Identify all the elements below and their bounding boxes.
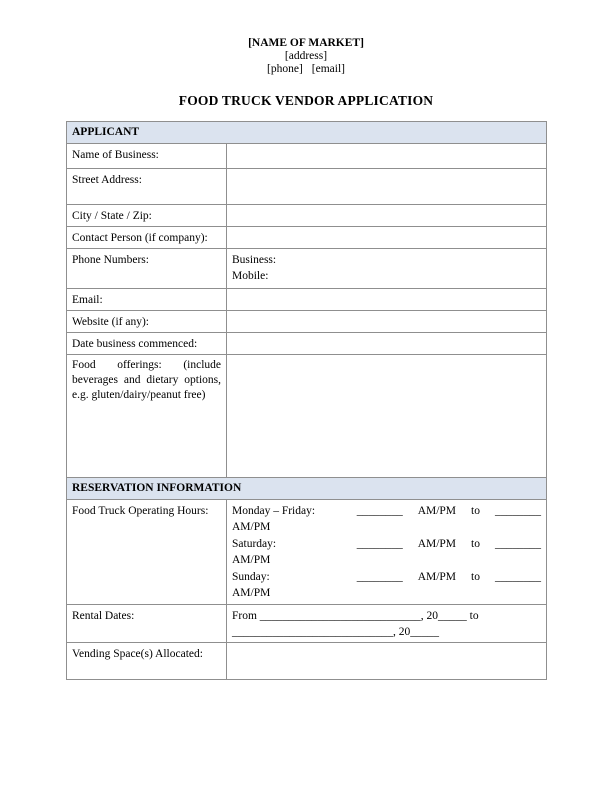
row-operating-hours [67, 500, 547, 605]
city-state-zip-label: City / State / Zip: [67, 205, 227, 227]
row-website [67, 311, 547, 333]
close-time-blank[interactable]: ________ [495, 505, 541, 517]
vending-spaces-field[interactable] [227, 643, 547, 680]
operating-hours-label: Food Truck Operating Hours: [67, 500, 227, 605]
email-label: Email: [67, 289, 227, 311]
date-commenced-field[interactable] [227, 333, 547, 355]
open-time-blank[interactable]: ________ [356, 538, 403, 550]
ampm-label: AM/PM [232, 554, 271, 566]
food-offerings-label: Food offerings: (include beverages and dietary options, e.g. gluten/dairy/peanut free) [67, 355, 227, 478]
website-field[interactable] [227, 311, 547, 333]
open-time-blank[interactable]: ________ [356, 571, 403, 583]
row-food-offerings [67, 355, 547, 478]
street-address-field[interactable] [227, 169, 547, 205]
phone-numbers-label: Phone Numbers: [67, 249, 227, 289]
open-time-blank[interactable]: ________ [356, 505, 403, 517]
ampm-label: AM/PM [417, 538, 457, 550]
name-of-business-field[interactable] [227, 144, 547, 169]
section-header-applicant [67, 122, 547, 144]
street-address-label: Street Address: [67, 169, 227, 205]
to-label: to [471, 571, 480, 583]
applicant-section-heading: APPLICANT [67, 122, 547, 144]
hours-monday-friday [232, 503, 541, 535]
row-rental-dates [67, 605, 547, 643]
city-state-zip-field[interactable] [227, 205, 547, 227]
business-phone-sublabel[interactable]: Business: [232, 254, 277, 266]
market-address: [address] [284, 50, 328, 62]
contact-person-field[interactable] [227, 227, 547, 249]
row-street-address [67, 169, 547, 205]
to-label: to [471, 505, 480, 517]
phone-numbers-field[interactable] [227, 249, 547, 289]
food-offerings-field[interactable] [227, 355, 547, 478]
rental-dates-line-2[interactable]: ____________________________, 20_____ [232, 626, 439, 638]
market-email: [email] [311, 63, 345, 75]
email-field[interactable] [227, 289, 547, 311]
ampm-label: AM/PM [232, 587, 271, 599]
operating-hours-field[interactable] [227, 500, 547, 605]
contact-person-label: Contact Person (if company): [67, 227, 227, 249]
vending-spaces-label: Vending Space(s) Allocated: [67, 643, 227, 680]
market-name: [NAME OF MARKET] [248, 37, 364, 49]
close-time-blank[interactable]: ________ [495, 538, 541, 550]
hours-sunday [232, 569, 541, 601]
name-of-business-label: Name of Business: [67, 144, 227, 169]
row-city-state-zip [67, 205, 547, 227]
hours-saturday [232, 536, 541, 568]
reservation-section-heading: RESERVATION INFORMATION [67, 478, 547, 500]
ampm-label: AM/PM [232, 521, 271, 533]
row-contact-person [67, 227, 547, 249]
form-title: FOOD TRUCK VENDOR APPLICATION [178, 93, 434, 108]
document-header [0, 0, 612, 109]
row-phone-numbers [67, 249, 547, 289]
row-email [67, 289, 547, 311]
day-label-monday-friday: Monday – Friday: [232, 505, 316, 517]
row-date-commenced [67, 333, 547, 355]
rental-dates-label: Rental Dates: [67, 605, 227, 643]
close-time-blank[interactable]: ________ [495, 571, 541, 583]
day-label-saturday: Saturday: [232, 538, 277, 550]
section-header-reservation [67, 478, 547, 500]
row-name-of-business [67, 144, 547, 169]
market-contact-line [0, 63, 612, 76]
application-form-table [66, 121, 547, 680]
day-label-sunday: Sunday: [232, 571, 270, 583]
to-label: to [471, 538, 480, 550]
rental-dates-field[interactable] [227, 605, 547, 643]
date-commenced-label: Date business commenced: [67, 333, 227, 355]
ampm-label: AM/PM [417, 571, 457, 583]
row-vending-spaces [67, 643, 547, 680]
market-phone: [phone] [267, 63, 303, 75]
rental-dates-line-1[interactable]: From ____________________________, 20_____ to [232, 610, 479, 622]
ampm-label: AM/PM [417, 505, 457, 517]
mobile-phone-sublabel[interactable]: Mobile: [232, 270, 269, 282]
website-label: Website (if any): [67, 311, 227, 333]
